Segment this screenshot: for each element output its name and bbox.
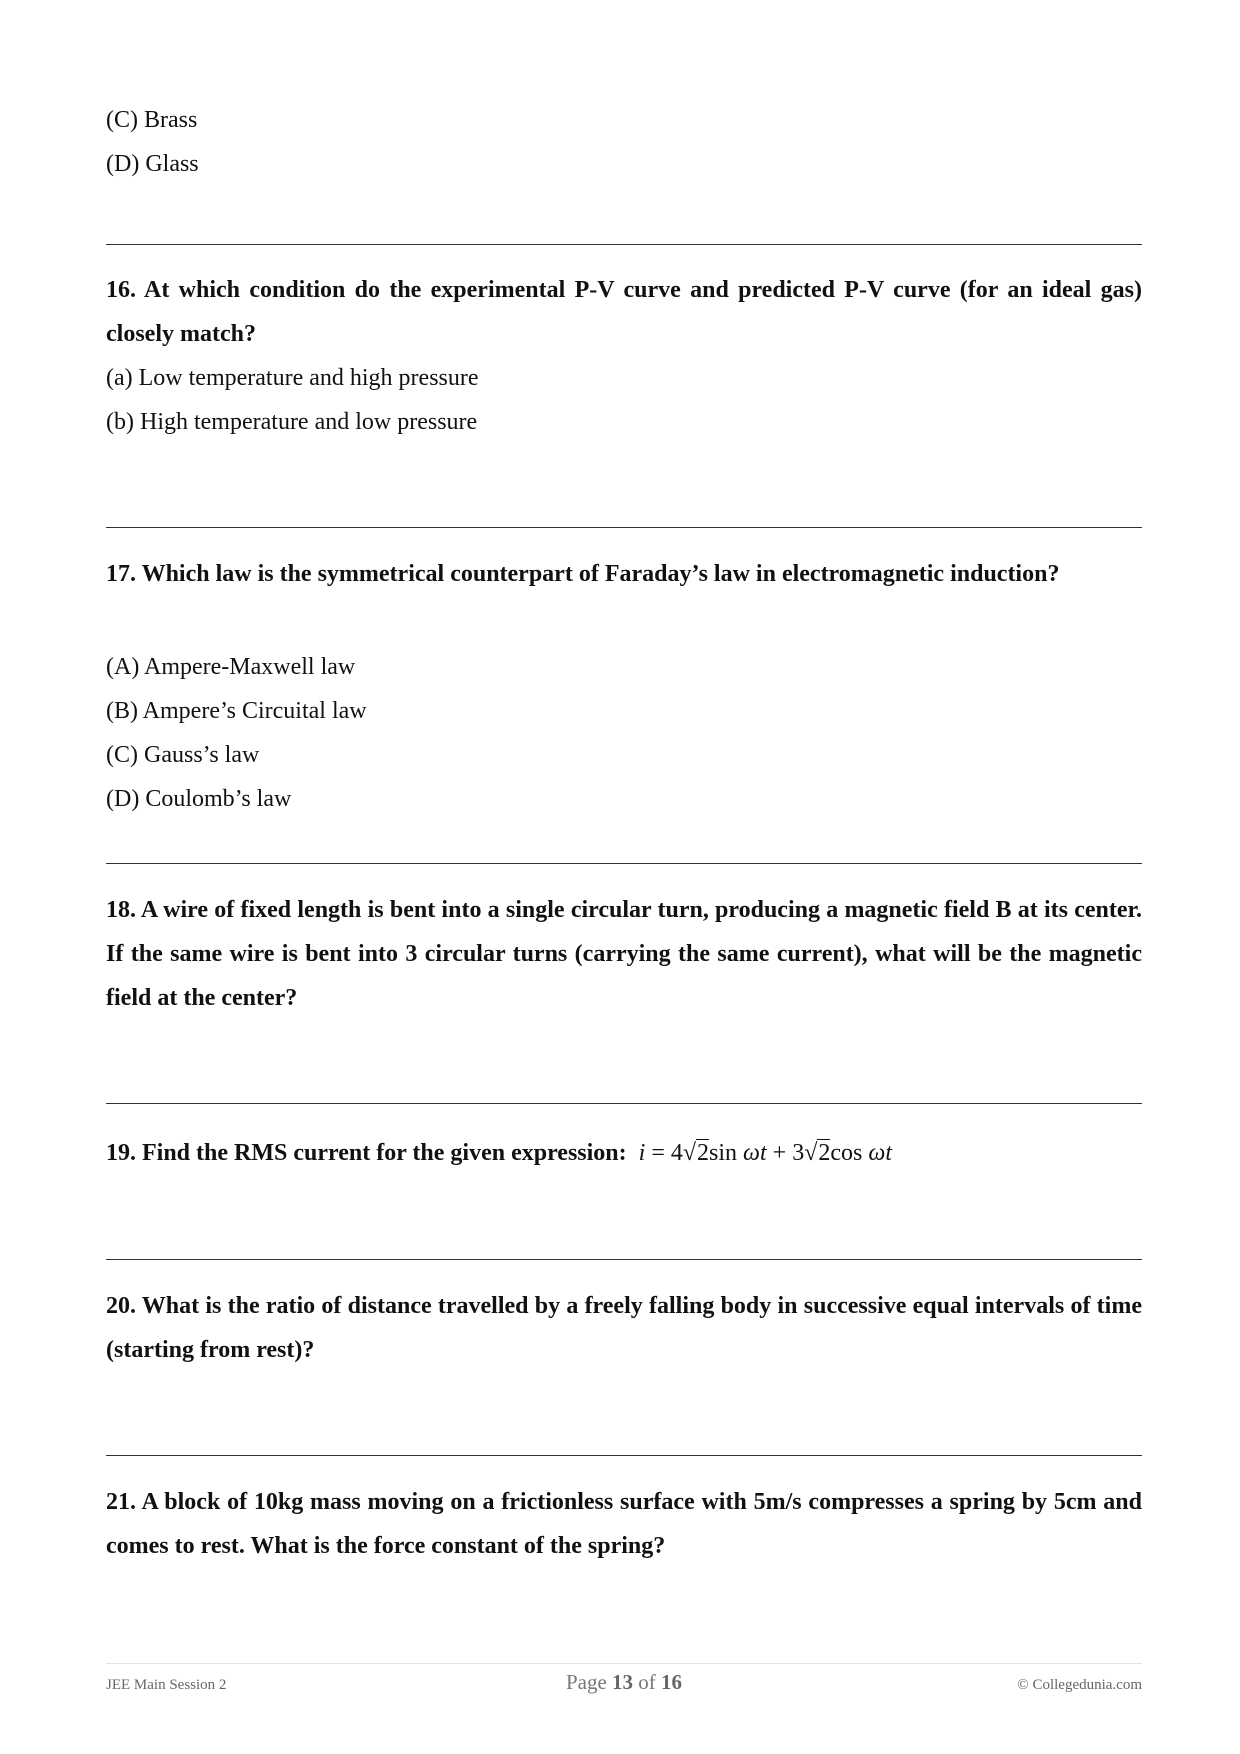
option-item: (b) High temperature and low pressure — [106, 409, 478, 435]
page-of: of — [638, 1670, 656, 1694]
question-text: 21. A block of 10kg mass moving on a frictionless surface with 5m/s compresses a spring by 5cm and comes to rest. What is the force constant of the spring? — [106, 1489, 1142, 1559]
math-symbol: sin — [709, 1140, 738, 1166]
math-symbol: t — [760, 1140, 767, 1166]
math-symbol: 2 — [697, 1140, 710, 1166]
question-17-options — [106, 645, 1142, 821]
option-item: (C) Gauss’s law — [106, 742, 260, 768]
footer-exam-name: JEE Main Session 2 — [106, 1677, 227, 1693]
document-page — [106, 0, 1142, 1754]
sqrt-symbol: √2 — [682, 1140, 710, 1166]
math-symbol: = — [651, 1140, 665, 1166]
divider — [106, 527, 1142, 528]
math-symbol: t — [885, 1140, 893, 1166]
math-symbol: 2 — [818, 1140, 831, 1166]
question-21 — [106, 1480, 1142, 1568]
current-expression — [633, 1140, 892, 1166]
question-text: 17. Which law is the symmetrical counterpart of Faraday’s law in electromagnetic induction? — [106, 561, 1060, 587]
math-symbol: cos — [830, 1140, 863, 1166]
option-item: (B) Ampere’s Circuital law — [106, 698, 367, 724]
footer-divider — [106, 1663, 1142, 1664]
sqrt-symbol: √2 — [804, 1140, 831, 1166]
page-prefix: Page — [565, 1670, 607, 1694]
question-19 — [106, 1131, 1142, 1175]
divider — [106, 244, 1142, 245]
option-item: (A) Ampere-Maxwell law — [106, 654, 356, 680]
option-item: (D) Coulomb’s law — [106, 786, 292, 812]
carryover-options — [106, 98, 1142, 186]
question-text-line — [106, 1131, 1142, 1175]
question-20 — [106, 1284, 1142, 1372]
page-number — [106, 1670, 1142, 1695]
math-symbol: ω — [868, 1140, 886, 1166]
question-text: 19. Find the RMS current for the given expression: — [106, 1140, 627, 1166]
question-text: 18. A wire of fixed length is bent into a single circular turn, producing a magnetic field B at its center. If the same wire is bent into 3 circular turns (carrying the same current), what will be the magnetic field at the center? — [106, 897, 1142, 1011]
divider — [106, 1259, 1142, 1260]
question-text: 20. What is the ratio of distance travelled by a freely falling body in successive equal intervals of time (starting from rest)? — [106, 1293, 1142, 1363]
math-symbol: + — [772, 1140, 787, 1166]
divider — [106, 863, 1142, 864]
math-symbol: 3 — [792, 1140, 805, 1166]
option-item: (D) Glass — [106, 151, 199, 177]
math-symbol: i — [638, 1140, 646, 1166]
divider — [106, 1103, 1142, 1104]
question-16 — [106, 268, 1142, 444]
question-18 — [106, 888, 1142, 1020]
question-text: 16. At which condition do the experimental P-V curve and predicted P-V curve (for an ideal gas) closely match? — [106, 277, 1142, 347]
math-symbol: ω — [743, 1140, 760, 1166]
page-current: 13 — [612, 1670, 634, 1694]
option-item: (a) Low temperature and high pressure — [106, 365, 479, 391]
footer-copyright: © Collegedunia.com — [1017, 1677, 1142, 1693]
divider — [106, 1455, 1142, 1456]
option-item: (C) Brass — [106, 107, 198, 133]
math-symbol: 4 — [670, 1140, 683, 1166]
question-17 — [106, 552, 1142, 596]
page-total: 16 — [661, 1670, 683, 1694]
